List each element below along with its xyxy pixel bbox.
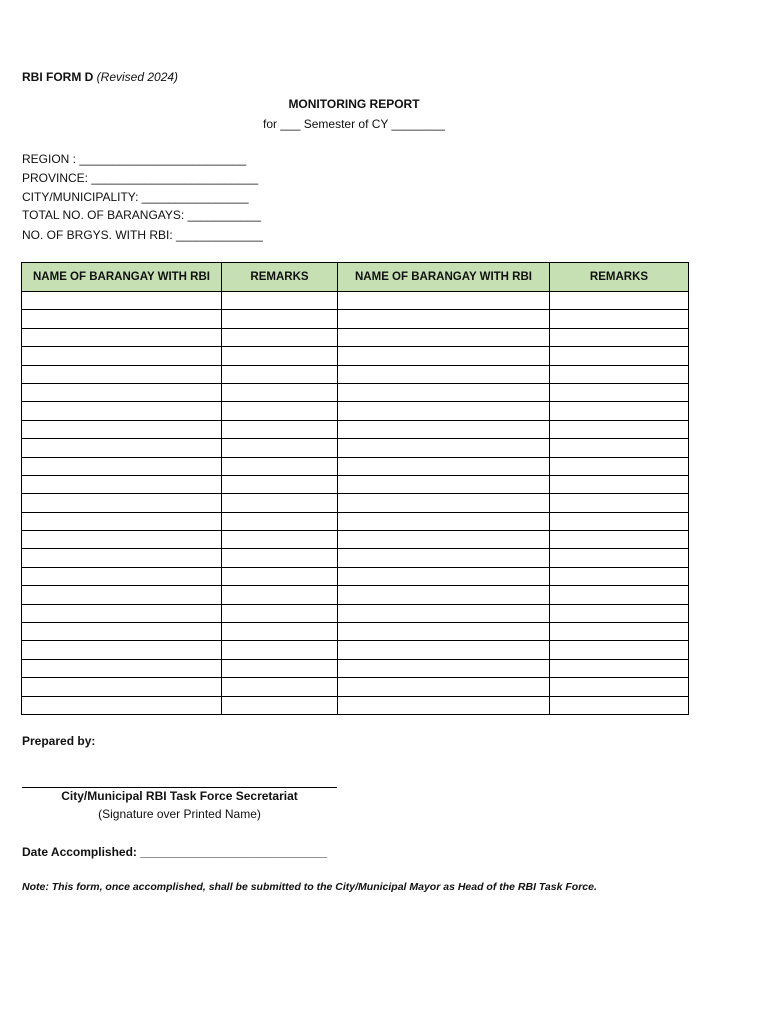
remarks-cell[interactable]	[222, 475, 338, 493]
barangay-name-cell[interactable]	[338, 549, 550, 567]
prepared-by-label: Prepared by:	[22, 734, 96, 748]
barangay-name-cell[interactable]	[338, 457, 550, 475]
remarks-cell[interactable]	[222, 659, 338, 677]
remarks-cell[interactable]	[550, 678, 689, 696]
remarks-cell[interactable]	[222, 402, 338, 420]
barangay-name-cell[interactable]	[338, 365, 550, 383]
report-title: MONITORING REPORT	[288, 97, 420, 111]
remarks-cell[interactable]	[222, 439, 338, 457]
remarks-cell[interactable]	[550, 310, 689, 328]
report-subtitle: for ___ Semester of CY ________	[263, 117, 445, 131]
remarks-cell[interactable]	[222, 586, 338, 604]
remarks-cell[interactable]	[222, 347, 338, 365]
remarks-cell[interactable]	[550, 549, 689, 567]
remarks-cell[interactable]	[550, 641, 689, 659]
barangay-name-cell[interactable]	[338, 420, 550, 438]
barangay-name-cell[interactable]	[338, 328, 550, 346]
barangay-name-cell[interactable]	[22, 328, 222, 346]
remarks-cell[interactable]	[222, 604, 338, 622]
barangay-name-cell[interactable]	[22, 365, 222, 383]
table-row	[22, 402, 689, 420]
barangay-name-cell[interactable]	[338, 512, 550, 530]
table-row	[22, 365, 689, 383]
province-field: PROVINCE: _________________________	[22, 171, 259, 185]
remarks-cell[interactable]	[550, 365, 689, 383]
remarks-cell[interactable]	[222, 531, 338, 549]
remarks-cell[interactable]	[222, 365, 338, 383]
barangay-name-cell[interactable]	[22, 604, 222, 622]
barangay-name-cell[interactable]	[22, 567, 222, 585]
remarks-cell[interactable]	[222, 383, 338, 401]
table-row	[22, 292, 689, 310]
table-row	[22, 347, 689, 365]
barangay-name-cell[interactable]	[22, 549, 222, 567]
remarks-cell[interactable]	[222, 420, 338, 438]
barangay-monitoring-table	[21, 262, 689, 715]
remarks-cell[interactable]	[550, 659, 689, 677]
table-row	[22, 549, 689, 567]
barangay-name-cell[interactable]	[22, 641, 222, 659]
table-row	[22, 659, 689, 677]
remarks-cell[interactable]	[550, 494, 689, 512]
remarks-cell[interactable]	[550, 347, 689, 365]
table-row	[22, 439, 689, 457]
table-row	[22, 494, 689, 512]
barangay-name-cell[interactable]	[22, 420, 222, 438]
table-row	[22, 328, 689, 346]
table-row	[22, 512, 689, 530]
barangay-name-cell[interactable]	[22, 383, 222, 401]
remarks-cell[interactable]	[222, 292, 338, 310]
barangay-name-cell[interactable]	[338, 623, 550, 641]
remarks-cell[interactable]	[550, 586, 689, 604]
column-header-remarks: REMARKS	[222, 263, 338, 292]
column-header-remarks: REMARKS	[550, 263, 689, 292]
barangay-name-cell[interactable]	[338, 310, 550, 328]
remarks-cell[interactable]	[550, 512, 689, 530]
barangay-name-cell[interactable]	[338, 678, 550, 696]
barangay-name-cell[interactable]	[338, 586, 550, 604]
column-header-barangay-name: NAME OF BARANGAY WITH RBI	[338, 263, 550, 292]
table-row	[22, 696, 689, 714]
date-accomplished-field: Date Accomplished: ____________________________	[22, 845, 328, 859]
region-field: REGION : _________________________	[22, 152, 247, 166]
table-row	[22, 604, 689, 622]
barangay-name-cell[interactable]	[22, 531, 222, 549]
table-row	[22, 641, 689, 659]
remarks-cell[interactable]	[550, 328, 689, 346]
remarks-cell[interactable]	[222, 457, 338, 475]
remarks-cell[interactable]	[550, 420, 689, 438]
remarks-cell[interactable]	[550, 439, 689, 457]
form-code: RBI FORM D	[22, 70, 94, 84]
barangay-name-cell[interactable]	[338, 402, 550, 420]
submission-note: Note: This form, once accomplished, shall be submitted to the City/Municipal Mayor as Head of the RBI Task Force.	[22, 881, 597, 893]
barangay-name-cell[interactable]	[22, 678, 222, 696]
table-row	[22, 420, 689, 438]
form-revision: (Revised 2024)	[96, 70, 179, 84]
remarks-cell[interactable]	[550, 383, 689, 401]
barangay-name-cell[interactable]	[338, 347, 550, 365]
table-row	[22, 586, 689, 604]
remarks-cell[interactable]	[222, 328, 338, 346]
barangay-name-cell[interactable]	[338, 696, 550, 714]
barangay-name-cell[interactable]	[22, 494, 222, 512]
signature-note: (Signature over Printed Name)	[98, 807, 261, 821]
table-row	[22, 310, 689, 328]
remarks-cell[interactable]	[222, 641, 338, 659]
table-row	[22, 457, 689, 475]
table-header-row	[22, 263, 689, 292]
table-row	[22, 678, 689, 696]
barangay-name-cell[interactable]	[22, 310, 222, 328]
barangay-name-cell[interactable]	[338, 659, 550, 677]
remarks-cell[interactable]	[222, 623, 338, 641]
barangay-name-cell[interactable]	[22, 439, 222, 457]
remarks-cell[interactable]	[550, 531, 689, 549]
table-row	[22, 383, 689, 401]
remarks-cell[interactable]	[550, 623, 689, 641]
remarks-cell[interactable]	[550, 696, 689, 714]
barangay-name-cell[interactable]	[22, 696, 222, 714]
column-header-barangay-name: NAME OF BARANGAY WITH RBI	[22, 263, 222, 292]
remarks-cell[interactable]	[550, 475, 689, 493]
remarks-cell[interactable]	[222, 696, 338, 714]
brgys-with-rbi-field: NO. OF BRGYS. WITH RBI: _____________	[22, 228, 263, 242]
barangay-name-cell[interactable]	[22, 457, 222, 475]
signature-line	[22, 787, 337, 788]
barangay-name-cell[interactable]	[22, 402, 222, 420]
barangay-name-cell[interactable]	[22, 475, 222, 493]
barangay-name-cell[interactable]	[338, 383, 550, 401]
barangay-name-cell[interactable]	[22, 659, 222, 677]
remarks-cell[interactable]	[222, 678, 338, 696]
remarks-cell[interactable]	[550, 457, 689, 475]
table-row	[22, 475, 689, 493]
barangay-name-cell[interactable]	[22, 347, 222, 365]
barangay-name-cell[interactable]	[22, 623, 222, 641]
remarks-cell[interactable]	[550, 292, 689, 310]
table-row	[22, 623, 689, 641]
table-row	[22, 567, 689, 585]
total-barangays-field: TOTAL NO. OF BARANGAYS: ___________	[22, 208, 261, 222]
barangay-name-cell[interactable]	[338, 292, 550, 310]
table-body	[22, 292, 689, 715]
city-municipality-field: CITY/MUNICIPALITY: ________________	[22, 190, 249, 204]
barangay-name-cell[interactable]	[22, 586, 222, 604]
barangay-name-cell[interactable]	[338, 531, 550, 549]
barangay-name-cell[interactable]	[338, 641, 550, 659]
barangay-name-cell[interactable]	[22, 512, 222, 530]
remarks-cell[interactable]	[222, 512, 338, 530]
remarks-cell[interactable]	[222, 494, 338, 512]
barangay-name-cell[interactable]	[338, 494, 550, 512]
barangay-name-cell[interactable]	[338, 439, 550, 457]
barangay-name-cell[interactable]	[338, 475, 550, 493]
form-identifier	[22, 70, 178, 84]
remarks-cell[interactable]	[550, 567, 689, 585]
barangay-name-cell[interactable]	[338, 604, 550, 622]
remarks-cell[interactable]	[222, 549, 338, 567]
remarks-cell[interactable]	[550, 604, 689, 622]
remarks-cell[interactable]	[550, 402, 689, 420]
signatory-role: City/Municipal RBI Task Force Secretariat	[61, 789, 298, 803]
table-row	[22, 531, 689, 549]
remarks-cell[interactable]	[222, 567, 338, 585]
barangay-name-cell[interactable]	[338, 567, 550, 585]
remarks-cell[interactable]	[222, 310, 338, 328]
barangay-name-cell[interactable]	[22, 292, 222, 310]
